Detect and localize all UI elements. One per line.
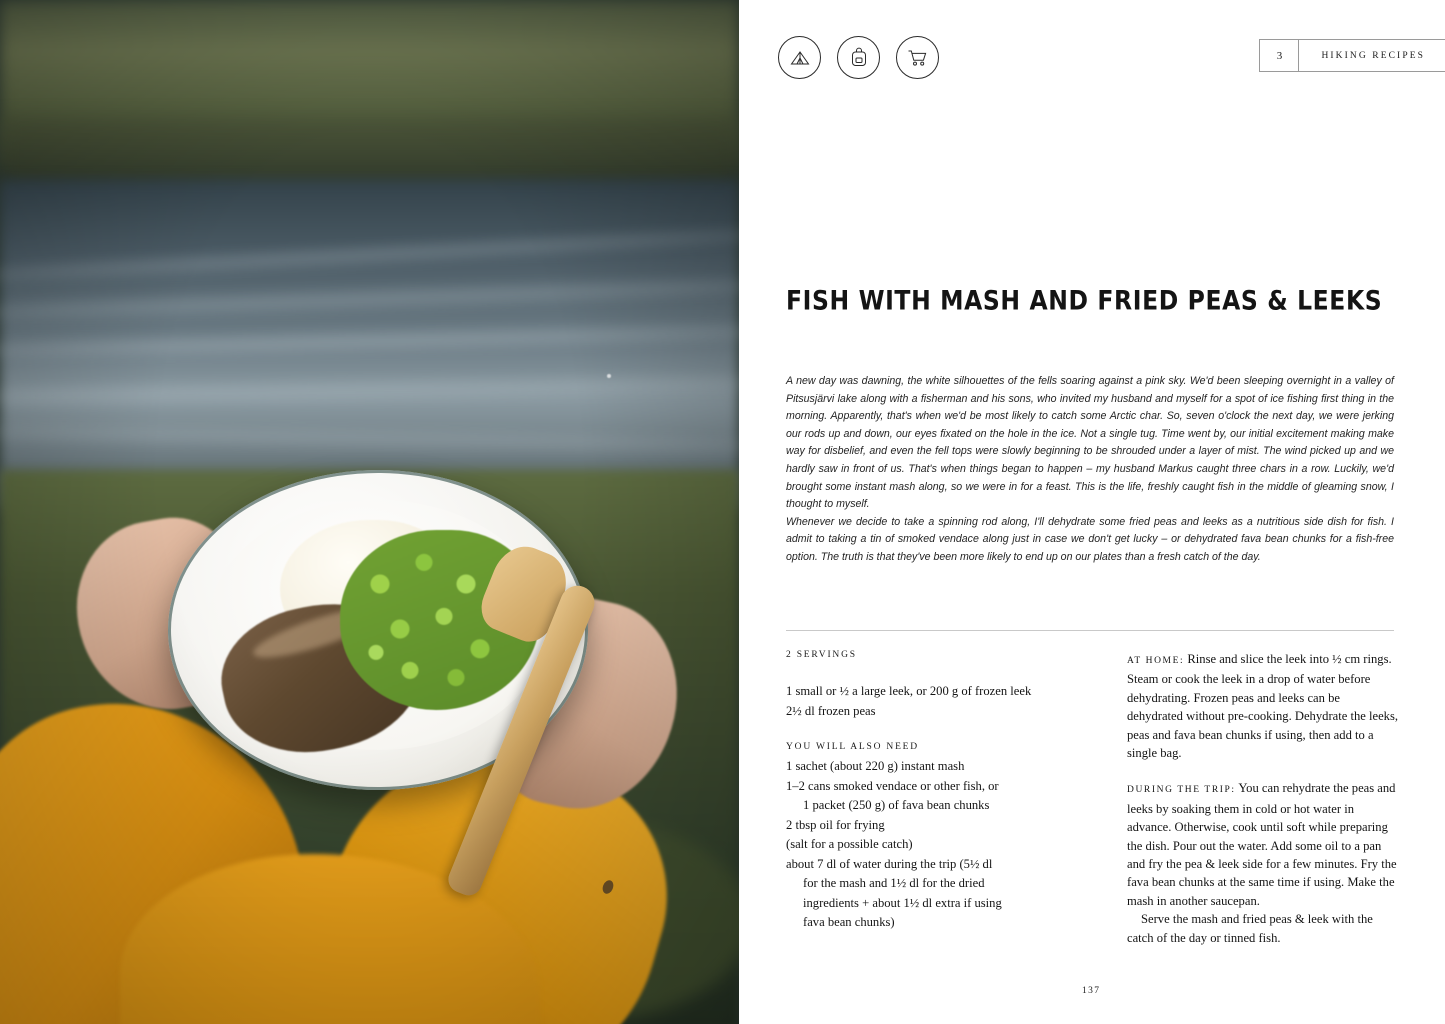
method-during-trip bbox=[1127, 779, 1399, 910]
intro-paragraph-2: Whenever we decide to take a spinning rod along, I'll dehydrate some fried peas and leeks as a nutritious side dish for fish. I admit to taking a tin of smoked vendace along just in case we don't get lucky – or dehydrated fava bean chunks for a fish-free option. The truth is that they've been more likely to end up on our plates than a fresh catch of the day. bbox=[786, 515, 1394, 563]
shopping-cart-icon bbox=[896, 36, 939, 79]
tent-icon bbox=[778, 36, 821, 79]
also-need-item: ingredients + about 1½ dl extra if using bbox=[803, 895, 1002, 910]
also-need-item: (salt for a possible catch) bbox=[786, 837, 913, 851]
intro-paragraph-1: A new day was dawning, the white silhouettes of the fells soaring against a pink sky. We'd been sleeping overnight in a valley of Pitsusjärvi lake along with a fisherman and his sons, who invited my husband and myself for a spot of ice fishing first thing in the morning. Apparently, that's when we'd be most likely to catch some Arctic char. So, seven o'clock the next day, we were jerking our rods up and down, our eyes fixated on the hole in the ice. Not a single tug. Time went by, our initial excitement making make way for disbelief, and even the fell tops were slowly beginning to be shrouded under a layer of mist. The wind picked up and we hardly saw in front of us. That's when things began to happen – my husband Markus caught three chars in a row. Luckily, we'd brought some instant mash along, so we were in for a feast. This is the life, freshly caught fish in the middle of gleaming snow, I thought to myself. bbox=[786, 375, 1394, 511]
method-column bbox=[1127, 650, 1399, 964]
also-need-heading: YOU WILL ALSO NEED bbox=[786, 742, 919, 752]
servings-label: 2 SERVINGS bbox=[786, 650, 857, 660]
method-serving-note: Serve the mash and fried peas & leek with the catch of the day or tinned fish. bbox=[1127, 912, 1373, 945]
also-need-item: for the mash and 1½ dl for the dried bbox=[803, 876, 985, 890]
recipe-page bbox=[739, 0, 1445, 1024]
also-need-item: 1 packet (250 g) of fava bean chunks bbox=[803, 798, 990, 812]
chapter-title: HIKING RECIPES bbox=[1321, 50, 1425, 61]
ingredients-column bbox=[786, 650, 1076, 933]
also-need-item: fava bean chunks) bbox=[803, 915, 895, 929]
recipe-intro bbox=[786, 373, 1394, 567]
at-home-text: Rinse and slice the leek into ½ cm rings. Steam or cook the leek in a drop of water before dehydrating. Frozen peas and leeks can be dehydrated without pre-cooking. Dehydrate the leeks, peas and fava bean chunks if using, then add to a single bag. bbox=[1127, 652, 1399, 761]
also-need-item: 2 tbsp oil for frying bbox=[786, 817, 885, 832]
backpack-icon bbox=[837, 36, 880, 79]
method-text bbox=[1127, 650, 1399, 947]
also-need-item: 1–2 cans smoked vendace or other fish, or bbox=[786, 778, 999, 793]
section-divider bbox=[786, 630, 1394, 631]
during-trip-text: You can rehydrate the peas and leeks by soaking them in cold or hot water in advance. Otherwise, cook until soft while preparing the dish. Pour out the water. Add some oil to a pan and fry the pea & leek side for a few minutes. Fry the fava bean chunks at the same time if using. Make the mash in another saucepan. bbox=[1127, 781, 1397, 908]
at-home-label: AT HOME: bbox=[1127, 656, 1185, 666]
chapter-number: 3 bbox=[1260, 40, 1299, 71]
chapter-tag bbox=[1259, 39, 1445, 72]
ingredient-item: 1 small or ½ a large leek, or 200 g of frozen leek bbox=[786, 684, 1032, 698]
category-icon-row bbox=[778, 36, 939, 79]
page-title: FISH WITH MASH AND FRIED PEAS & LEEKS bbox=[786, 285, 1383, 317]
ingredients-list bbox=[786, 682, 1076, 721]
ingredient-item: 2½ dl frozen peas bbox=[786, 703, 876, 718]
method-at-home bbox=[1127, 650, 1399, 762]
also-need-item: about 7 dl of water during the trip (5½ dl bbox=[786, 856, 993, 871]
also-need-item: 1 sachet (about 220 g) instant mash bbox=[786, 759, 965, 773]
also-need-list bbox=[786, 757, 1076, 933]
page-number: 137 bbox=[1082, 986, 1101, 996]
during-trip-label: DURING THE TRIP: bbox=[1127, 785, 1236, 796]
